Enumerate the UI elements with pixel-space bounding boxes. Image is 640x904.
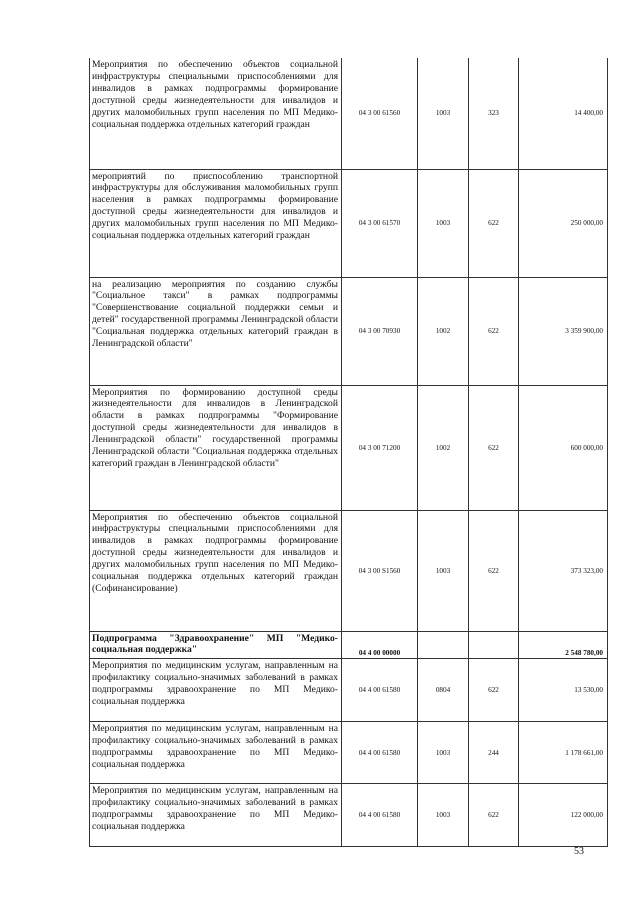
row-sum: 373 323,00 [519, 510, 608, 631]
table-row [90, 659, 608, 722]
row-sum: 13 530,00 [519, 659, 608, 722]
row-sum: 3 359 900,00 [519, 277, 608, 385]
row-section: 0804 [418, 659, 469, 722]
page-number: 53 [574, 846, 584, 857]
row-target-code: 04 4 00 61580 [342, 659, 418, 722]
row-section: 1003 [418, 722, 469, 784]
table-row [90, 169, 608, 277]
subprogram-row [90, 631, 608, 659]
row-name: Мероприятия по формированию доступной среды жизнедеятельности для инвалидов в Ленинградской области в рамках подпрограммы "Формирование доступной среды жизнедеятельности для инвалидов в Ленинградской области" государственной программы Ленинградской области "Социальная поддержка отдельных категорий граждан в Ленинградской области" [90, 385, 342, 510]
row-expense-type: 622 [469, 659, 519, 722]
row-section: 1003 [418, 510, 469, 631]
table-row [90, 722, 608, 784]
table-row [90, 58, 608, 169]
row-section: 1003 [418, 58, 469, 169]
row-target-code: 04 3 00 70930 [342, 277, 418, 385]
row-sum: 2 548 780,00 [519, 631, 608, 659]
row-name: Подпрограмма "Здравоохранение" МП "Медико-социальная поддержка" [90, 631, 342, 659]
table-row [90, 385, 608, 510]
table-row [90, 277, 608, 385]
row-name: на реализацию мероприятия по созданию службы "Социальное такси" в рамках подпрограммы "Совершенствование социальной поддержки семьи и детей" государственной программы Ленинградской области "Социальная поддержка отдельных категорий граждан в Ленинградской области" [90, 277, 342, 385]
row-sum: 14 400,00 [519, 58, 608, 169]
row-sum: 600 000,00 [519, 385, 608, 510]
row-name: Мероприятия по медицинским услугам, направленным на профилактику социально-значимых заболеваний в рамках подпрограммы здравоохранение по МП Медико-социальная поддержка [90, 722, 342, 784]
budget-table [89, 58, 608, 847]
table-row [90, 784, 608, 847]
row-target-code: 04 3 00 S1560 [342, 510, 418, 631]
row-expense-type [469, 631, 519, 659]
row-target-code: 04 4 00 00000 [342, 631, 418, 659]
row-expense-type: 622 [469, 277, 519, 385]
row-expense-type: 244 [469, 722, 519, 784]
row-section: 1003 [418, 784, 469, 847]
row-target-code: 04 4 00 61580 [342, 784, 418, 847]
row-expense-type: 622 [469, 784, 519, 847]
row-target-code: 04 3 00 61560 [342, 58, 418, 169]
row-sum: 122 000,00 [519, 784, 608, 847]
row-section [418, 631, 469, 659]
row-sum: 250 000,00 [519, 169, 608, 277]
row-name: Мероприятия по медицинским услугам, направленным на профилактику социально-значимых заболеваний в рамках подпрограммы здравоохранение по МП Медико-социальная поддержка [90, 784, 342, 847]
row-name: Мероприятия по медицинским услугам, направленным на профилактику социально-значимых заболеваний в рамках подпрограммы здравоохранение по МП Медико-социальная поддержка [90, 659, 342, 722]
row-section: 1003 [418, 169, 469, 277]
row-name: Мероприятия по обеспечению объектов социальной инфраструктуры специальными приспособлениями для инвалидов в рамках подпрограммы формирование доступной среды жизнедеятельности для инвалидов и других маломобильных групп населения по МП Медико-социальная поддержка отдельных категорий граждан (Софинансирование) [90, 510, 342, 631]
row-expense-type: 622 [469, 385, 519, 510]
row-expense-type: 323 [469, 58, 519, 169]
row-name: мероприятий по приспособлению транспортной инфраструктуры для обслуживания маломобильных групп населения в рамках подпрограммы формирование доступной среды жизнедеятельности для инвалидов и других маломобильных групп населения по МП Медико-социальная поддержка отдельных категорий граждан [90, 169, 342, 277]
table-row [90, 510, 608, 631]
row-target-code: 04 3 00 61570 [342, 169, 418, 277]
row-sum: 1 178 661,00 [519, 722, 608, 784]
row-expense-type: 622 [469, 169, 519, 277]
row-expense-type: 622 [469, 510, 519, 631]
row-section: 1002 [418, 385, 469, 510]
row-name: Мероприятия по обеспечению объектов социальной инфраструктуры специальными приспособлениями для инвалидов в рамках подпрограммы формирование доступной среды жизнедеятельности для инвалидов и других маломобильных групп населения по МП Медико-социальная поддержка отдельных категорий граждан [90, 58, 342, 169]
row-target-code: 04 3 00 71200 [342, 385, 418, 510]
row-target-code: 04 4 00 61580 [342, 722, 418, 784]
row-section: 1002 [418, 277, 469, 385]
